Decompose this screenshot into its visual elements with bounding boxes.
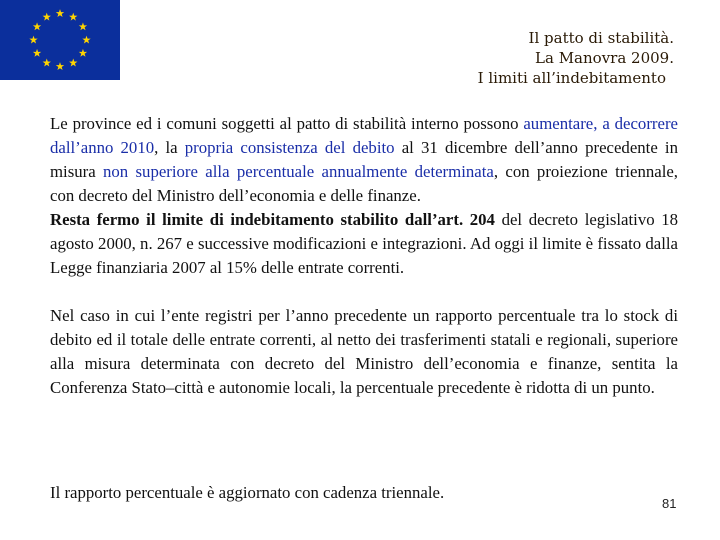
text-run: , con proiezione triennale, con decreto del Ministro dell’economia e delle finanze. <box>50 162 678 205</box>
header-title-line-2: La Manovra 2009. <box>535 49 674 67</box>
eu-flag-icon <box>0 0 120 80</box>
highlight-consistenza: propria consistenza del debito <box>184 138 395 157</box>
highlight-aumentare: aumentare, a decorrere dall’anno 2010 <box>50 114 678 157</box>
page-number: 81 <box>662 496 677 511</box>
header-title-line-3: I limiti all’indebitamento <box>477 69 666 87</box>
slide-body <box>50 112 678 400</box>
text-run: Le province ed i comuni soggetti al patto di stabilità interno possono <box>50 114 524 133</box>
paragraph-patto <box>50 112 678 280</box>
highlight-percentuale: non superiore alla percentuale annualmente determinata <box>103 162 494 181</box>
text-run: , la <box>154 138 185 157</box>
text-run: al 31 dicembre dell’anno precedente in misura <box>50 138 678 181</box>
text-run: del decreto legislativo 18 agosto 2000, n. 267 e successive modificazioni e integrazioni. Ad oggi il limite è fissato dalla Legge finanziaria 2007 al 15% delle entrate correnti. <box>50 210 679 277</box>
header-title-line-1: Il patto di stabilità. <box>528 29 674 47</box>
bold-limite: Resta fermo il limite di indebitamento stabilito dall’art. 204 <box>50 210 495 229</box>
paragraph-aggiornamento: Il rapporto percentuale è aggiornato con cadenza triennale. <box>50 483 445 502</box>
slide-header <box>254 28 674 88</box>
paragraph-riduzione: Nel caso in cui l’ente registri per l’anno precedente un rapporto percentuale tra lo stock di debito ed il totale delle entrate correnti, al netto dei trasferimenti statali e regionali, superiore alla misura determinata con decreto del Ministro dell’economia e finanze, sentita la Conferenza Stato–città e autonomie locali, la percentuale precedente è ridotta di un punto. <box>50 306 678 397</box>
